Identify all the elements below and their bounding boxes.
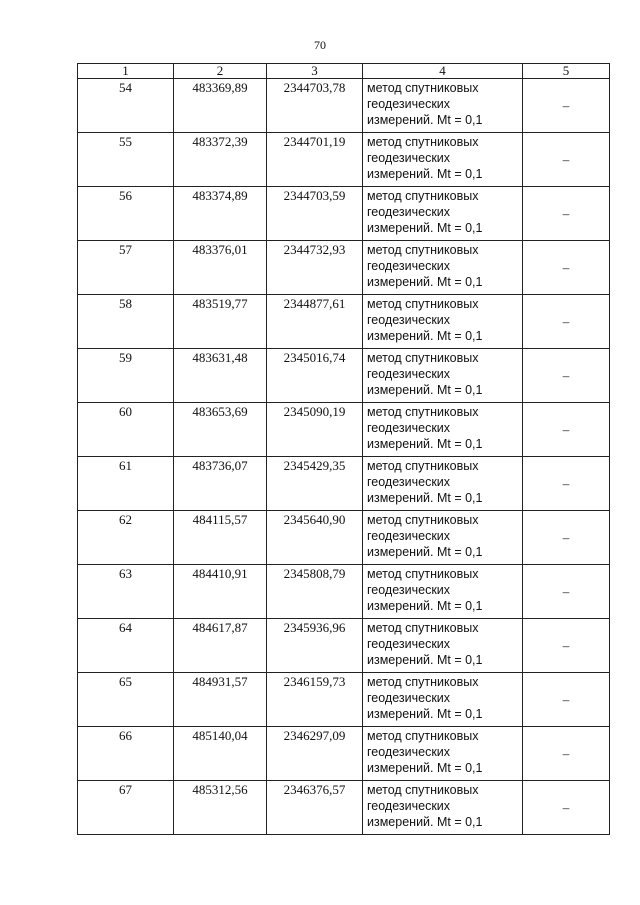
x-coordinate-cell: 483372,39: [174, 133, 267, 187]
note-cell: –: [523, 295, 610, 349]
method-line: геодезических: [367, 205, 451, 219]
method-line: геодезических: [367, 97, 451, 111]
point-number-cell: 64: [78, 619, 174, 673]
method-line: геодезических: [367, 313, 451, 327]
table-row: [78, 133, 610, 187]
note-cell: –: [523, 241, 610, 295]
point-number-cell: 56: [78, 187, 174, 241]
method-line: геодезических: [367, 637, 451, 651]
method-cell: [363, 781, 523, 835]
table-row: [78, 727, 610, 781]
method-line: измерений. Mt = 0,1: [367, 491, 483, 505]
header-cell: 1: [78, 64, 174, 79]
table-row: [78, 187, 610, 241]
method-line: метод спутниковых: [367, 189, 479, 203]
point-number-cell: 65: [78, 673, 174, 727]
method-line: измерений. Mt = 0,1: [367, 653, 483, 667]
point-number-cell: 66: [78, 727, 174, 781]
header-cell: 3: [267, 64, 363, 79]
x-coordinate-cell: 485312,56: [174, 781, 267, 835]
note-cell: –: [523, 79, 610, 133]
note-cell: –: [523, 781, 610, 835]
note-cell: –: [523, 457, 610, 511]
method-line: геодезических: [367, 475, 451, 489]
method-line: измерений. Mt = 0,1: [367, 437, 483, 451]
table-row: [78, 349, 610, 403]
point-number-cell: 55: [78, 133, 174, 187]
y-coordinate-cell: 2344732,93: [267, 241, 363, 295]
y-coordinate-cell: 2345016,74: [267, 349, 363, 403]
table-row: [78, 673, 610, 727]
x-coordinate-cell: 483736,07: [174, 457, 267, 511]
x-coordinate-cell: 483369,89: [174, 79, 267, 133]
table-row: [78, 79, 610, 133]
coordinates-table: [77, 63, 610, 835]
x-coordinate-cell: 483376,01: [174, 241, 267, 295]
method-cell: [363, 565, 523, 619]
y-coordinate-cell: 2345429,35: [267, 457, 363, 511]
table-row: [78, 295, 610, 349]
x-coordinate-cell: 485140,04: [174, 727, 267, 781]
header-cell: 2: [174, 64, 267, 79]
table-row: [78, 565, 610, 619]
method-cell: [363, 673, 523, 727]
method-line: метод спутниковых: [367, 567, 479, 581]
method-cell: [363, 349, 523, 403]
x-coordinate-cell: 484931,57: [174, 673, 267, 727]
x-coordinate-cell: 484115,57: [174, 511, 267, 565]
method-line: геодезических: [367, 745, 451, 759]
method-line: измерений. Mt = 0,1: [367, 167, 483, 181]
y-coordinate-cell: 2346297,09: [267, 727, 363, 781]
point-number-cell: 60: [78, 403, 174, 457]
x-coordinate-cell: 483653,69: [174, 403, 267, 457]
table-row: [78, 619, 610, 673]
table-header-row: [78, 64, 610, 79]
table-row: [78, 511, 610, 565]
method-line: измерений. Mt = 0,1: [367, 113, 483, 127]
point-number-cell: 58: [78, 295, 174, 349]
table-row: [78, 457, 610, 511]
method-cell: [363, 511, 523, 565]
method-line: метод спутниковых: [367, 675, 479, 689]
note-cell: –: [523, 673, 610, 727]
x-coordinate-cell: 483519,77: [174, 295, 267, 349]
method-line: метод спутниковых: [367, 513, 479, 527]
x-coordinate-cell: 483631,48: [174, 349, 267, 403]
y-coordinate-cell: 2344701,19: [267, 133, 363, 187]
point-number-cell: 57: [78, 241, 174, 295]
page-number: 70: [314, 38, 326, 52]
method-line: измерений. Mt = 0,1: [367, 815, 483, 829]
x-coordinate-cell: 484617,87: [174, 619, 267, 673]
table-row: [78, 241, 610, 295]
method-cell: [363, 79, 523, 133]
method-line: измерений. Mt = 0,1: [367, 383, 483, 397]
method-line: измерений. Mt = 0,1: [367, 329, 483, 343]
method-line: измерений. Mt = 0,1: [367, 707, 483, 721]
method-line: метод спутниковых: [367, 783, 479, 797]
method-cell: [363, 619, 523, 673]
point-number-cell: 61: [78, 457, 174, 511]
method-line: измерений. Mt = 0,1: [367, 599, 483, 613]
method-line: метод спутниковых: [367, 729, 479, 743]
x-coordinate-cell: 484410,91: [174, 565, 267, 619]
note-cell: –: [523, 187, 610, 241]
method-line: геодезических: [367, 529, 451, 543]
method-line: метод спутниковых: [367, 81, 479, 95]
note-cell: –: [523, 403, 610, 457]
method-line: метод спутниковых: [367, 459, 479, 473]
note-cell: –: [523, 727, 610, 781]
method-line: метод спутниковых: [367, 351, 479, 365]
point-number-cell: 54: [78, 79, 174, 133]
y-coordinate-cell: 2345640,90: [267, 511, 363, 565]
method-line: геодезических: [367, 259, 451, 273]
y-coordinate-cell: 2346159,73: [267, 673, 363, 727]
y-coordinate-cell: 2344703,78: [267, 79, 363, 133]
method-line: метод спутниковых: [367, 405, 479, 419]
y-coordinate-cell: 2345936,96: [267, 619, 363, 673]
note-cell: –: [523, 511, 610, 565]
y-coordinate-cell: 2345808,79: [267, 565, 363, 619]
table-row: [78, 781, 610, 835]
method-line: геодезических: [367, 367, 451, 381]
note-cell: –: [523, 565, 610, 619]
point-number-cell: 67: [78, 781, 174, 835]
method-line: измерений. Mt = 0,1: [367, 545, 483, 559]
y-coordinate-cell: 2344877,61: [267, 295, 363, 349]
method-line: метод спутниковых: [367, 621, 479, 635]
method-line: геодезических: [367, 799, 451, 813]
note-cell: –: [523, 349, 610, 403]
point-number-cell: 59: [78, 349, 174, 403]
method-cell: [363, 187, 523, 241]
header-cell: 4: [363, 64, 523, 79]
method-line: измерений. Mt = 0,1: [367, 275, 483, 289]
x-coordinate-cell: 483374,89: [174, 187, 267, 241]
method-line: геодезических: [367, 691, 451, 705]
method-line: геодезических: [367, 421, 451, 435]
method-line: метод спутниковых: [367, 135, 479, 149]
y-coordinate-cell: 2346376,57: [267, 781, 363, 835]
method-line: метод спутниковых: [367, 243, 479, 257]
method-line: геодезических: [367, 151, 451, 165]
note-cell: –: [523, 133, 610, 187]
method-cell: [363, 457, 523, 511]
note-cell: –: [523, 619, 610, 673]
method-cell: [363, 133, 523, 187]
point-number-cell: 63: [78, 565, 174, 619]
header-cell: 5: [523, 64, 610, 79]
method-cell: [363, 403, 523, 457]
table-row: [78, 403, 610, 457]
y-coordinate-cell: 2344703,59: [267, 187, 363, 241]
method-cell: [363, 727, 523, 781]
method-line: метод спутниковых: [367, 297, 479, 311]
method-line: измерений. Mt = 0,1: [367, 761, 483, 775]
point-number-cell: 62: [78, 511, 174, 565]
method-line: геодезических: [367, 583, 451, 597]
method-cell: [363, 241, 523, 295]
method-cell: [363, 295, 523, 349]
y-coordinate-cell: 2345090,19: [267, 403, 363, 457]
method-line: измерений. Mt = 0,1: [367, 221, 483, 235]
